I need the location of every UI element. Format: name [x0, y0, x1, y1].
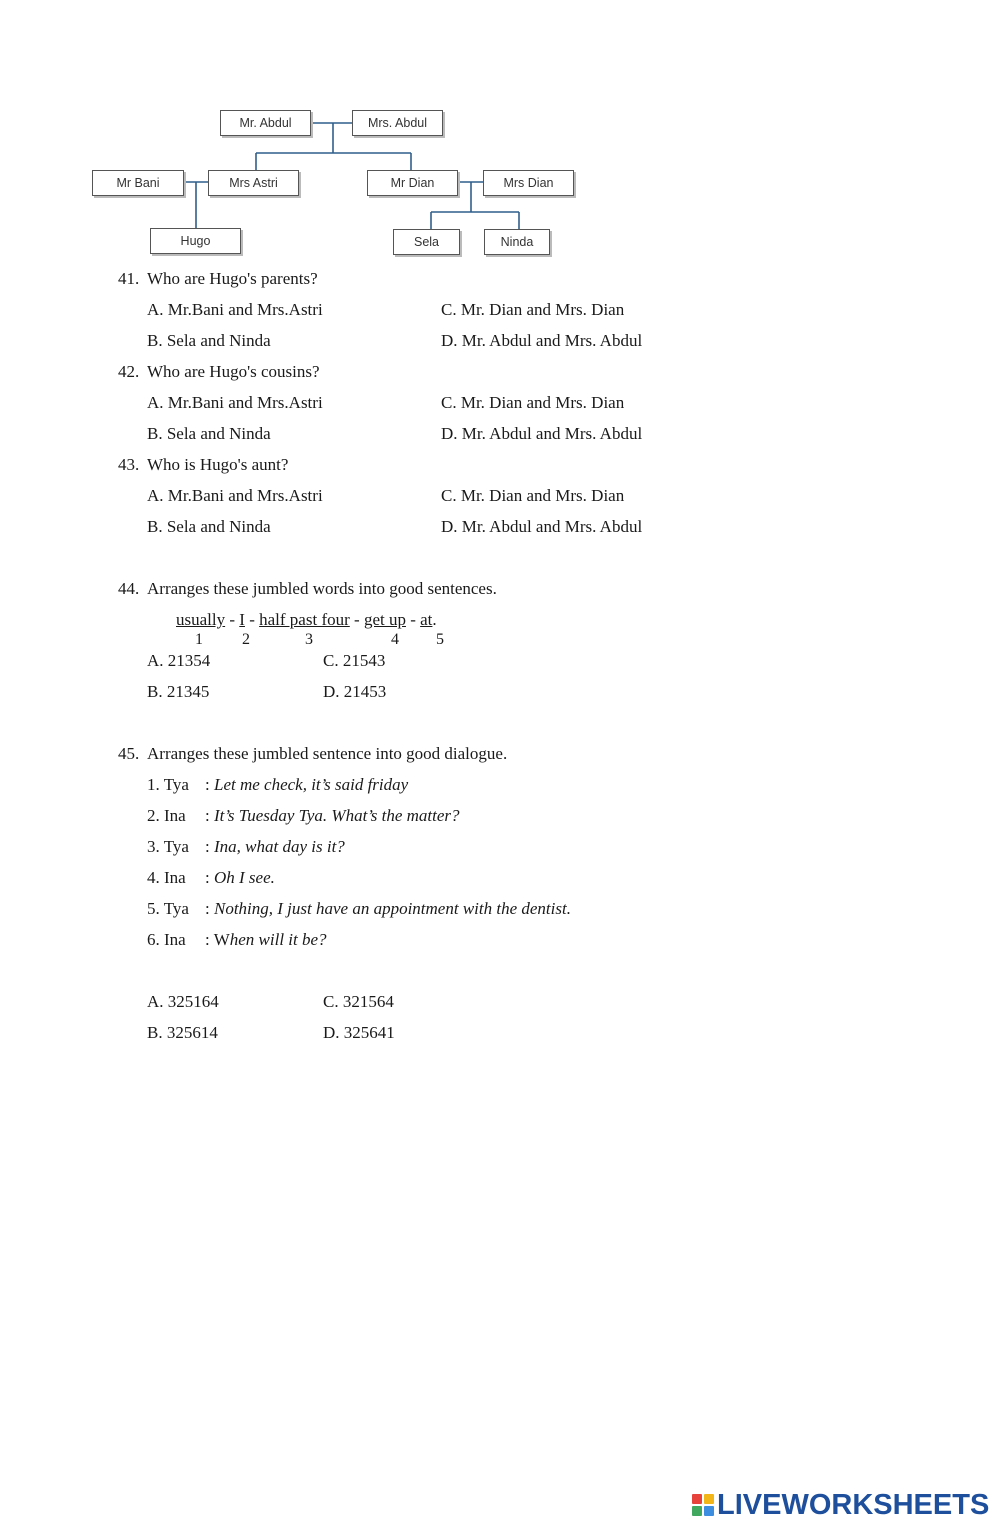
- word-number-1: 1: [195, 631, 203, 648]
- option-b[interactable]: B. Sela and Ninda: [147, 517, 271, 536]
- option-c[interactable]: C. Mr. Dian and Mrs. Dian: [441, 393, 625, 412]
- option-a[interactable]: A. 325164: [147, 992, 219, 1011]
- option-b[interactable]: B. Sela and Ninda: [147, 331, 271, 350]
- dialogue-line: [147, 775, 408, 795]
- node-mr-dian: Mr Dian: [367, 170, 458, 196]
- question-text: Arranges these jumbled words into good sentences.: [147, 579, 497, 598]
- dialogue-line: [147, 899, 571, 919]
- node-hugo: Hugo: [150, 228, 241, 254]
- logo-square-l: [692, 1494, 702, 1504]
- dialogue-line: [147, 930, 327, 950]
- question-number: 42.: [118, 362, 140, 381]
- speaker: 6. Ina: [147, 930, 186, 949]
- speaker: 4. Ina: [147, 868, 186, 887]
- logo-square-v: [692, 1506, 702, 1516]
- separator: -: [229, 610, 236, 629]
- option-c[interactable]: C. Mr. Dian and Mrs. Dian: [441, 300, 625, 319]
- dialogue-line: [147, 806, 460, 826]
- question-text: Who is Hugo's aunt?: [147, 455, 289, 474]
- speaker: 3. Tya: [147, 837, 189, 856]
- option-a[interactable]: A. Mr.Bani and Mrs.Astri: [147, 393, 323, 412]
- node-mrs-astri: Mrs Astri: [208, 170, 299, 196]
- word-3: half past four: [259, 610, 350, 629]
- colon: :: [205, 806, 210, 825]
- option-b[interactable]: B. Sela and Ninda: [147, 424, 271, 443]
- logo-square-i: [704, 1494, 714, 1504]
- colon: :: [205, 837, 210, 856]
- colon: :: [205, 775, 210, 794]
- separator: -: [410, 610, 416, 629]
- word-number-4: 4: [391, 631, 399, 648]
- node-mrs-dian: Mrs Dian: [483, 170, 574, 196]
- dialogue-line: [147, 868, 275, 888]
- colon: :: [205, 930, 210, 949]
- jumbled-words: [176, 610, 437, 630]
- dialogue-text: Let me check, it’s said friday: [213, 775, 409, 794]
- question-text: Who are Hugo's parents?: [147, 269, 318, 288]
- dialogue-text: hen will it be?: [229, 930, 327, 949]
- node-mr-bani: Mr Bani: [92, 170, 184, 196]
- option-b[interactable]: B. 325614: [147, 1023, 218, 1042]
- word-4: get up: [363, 610, 406, 629]
- word-number-3: 3: [305, 631, 313, 648]
- option-d[interactable]: D. 325641: [323, 1023, 395, 1042]
- dialogue-line: [147, 837, 345, 857]
- node-ninda: Ninda: [484, 229, 550, 255]
- colon: :: [205, 868, 210, 887]
- option-d[interactable]: D. Mr. Abdul and Mrs. Abdul: [441, 331, 643, 350]
- separator: -: [354, 610, 360, 629]
- question-number: 44.: [118, 579, 140, 598]
- speaker: 1. Tya: [147, 775, 189, 794]
- word-2: I: [239, 610, 245, 629]
- option-c[interactable]: C. 21543: [323, 651, 386, 670]
- question-number: 45.: [118, 744, 140, 763]
- option-a[interactable]: A. 21354: [147, 651, 211, 670]
- colon: :: [205, 899, 210, 918]
- logo-text: LIVEWORKSHEETS: [717, 1488, 990, 1521]
- word-number-2: 2: [242, 631, 250, 648]
- liveworksheets-logo: [692, 1488, 992, 1522]
- dialogue-text: Oh I see.: [213, 868, 275, 887]
- separator: -: [249, 610, 255, 629]
- option-a[interactable]: A. Mr.Bani and Mrs.Astri: [147, 486, 323, 505]
- question-number: 43.: [118, 455, 140, 474]
- node-mrs-abdul: Mrs. Abdul: [352, 110, 443, 136]
- dialogue-text: Nothing, I just have an appointment with the dentist.: [213, 899, 571, 918]
- question-text: Who are Hugo's cousins?: [147, 362, 320, 381]
- dialogue-text-prefix: W: [213, 930, 230, 949]
- dialogue-text: It’s Tuesday Tya. What’s the matter?: [213, 806, 460, 825]
- speaker: 5. Tya: [147, 899, 189, 918]
- option-c[interactable]: C. Mr. Dian and Mrs. Dian: [441, 486, 625, 505]
- option-c[interactable]: C. 321564: [323, 992, 394, 1011]
- word-1: usually: [176, 610, 226, 629]
- option-a[interactable]: A. Mr.Bani and Mrs.Astri: [147, 300, 323, 319]
- sentence-end: .: [432, 610, 437, 629]
- word-number-5: 5: [436, 631, 444, 648]
- node-mr-abdul: Mr. Abdul: [220, 110, 311, 136]
- question-number: 41.: [118, 269, 140, 288]
- word-5: at: [420, 610, 433, 629]
- logo-icon: [692, 1494, 714, 1516]
- logo-square-e: [704, 1506, 714, 1516]
- option-b[interactable]: B. 21345: [147, 682, 210, 701]
- option-d[interactable]: D. 21453: [323, 682, 387, 701]
- option-d[interactable]: D. Mr. Abdul and Mrs. Abdul: [441, 424, 643, 443]
- node-sela: Sela: [393, 229, 460, 255]
- speaker: 2. Ina: [147, 806, 186, 825]
- question-text: Arranges these jumbled sentence into good dialogue.: [147, 744, 508, 763]
- dialogue-text: Ina, what day is it?: [213, 837, 345, 856]
- option-d[interactable]: D. Mr. Abdul and Mrs. Abdul: [441, 517, 643, 536]
